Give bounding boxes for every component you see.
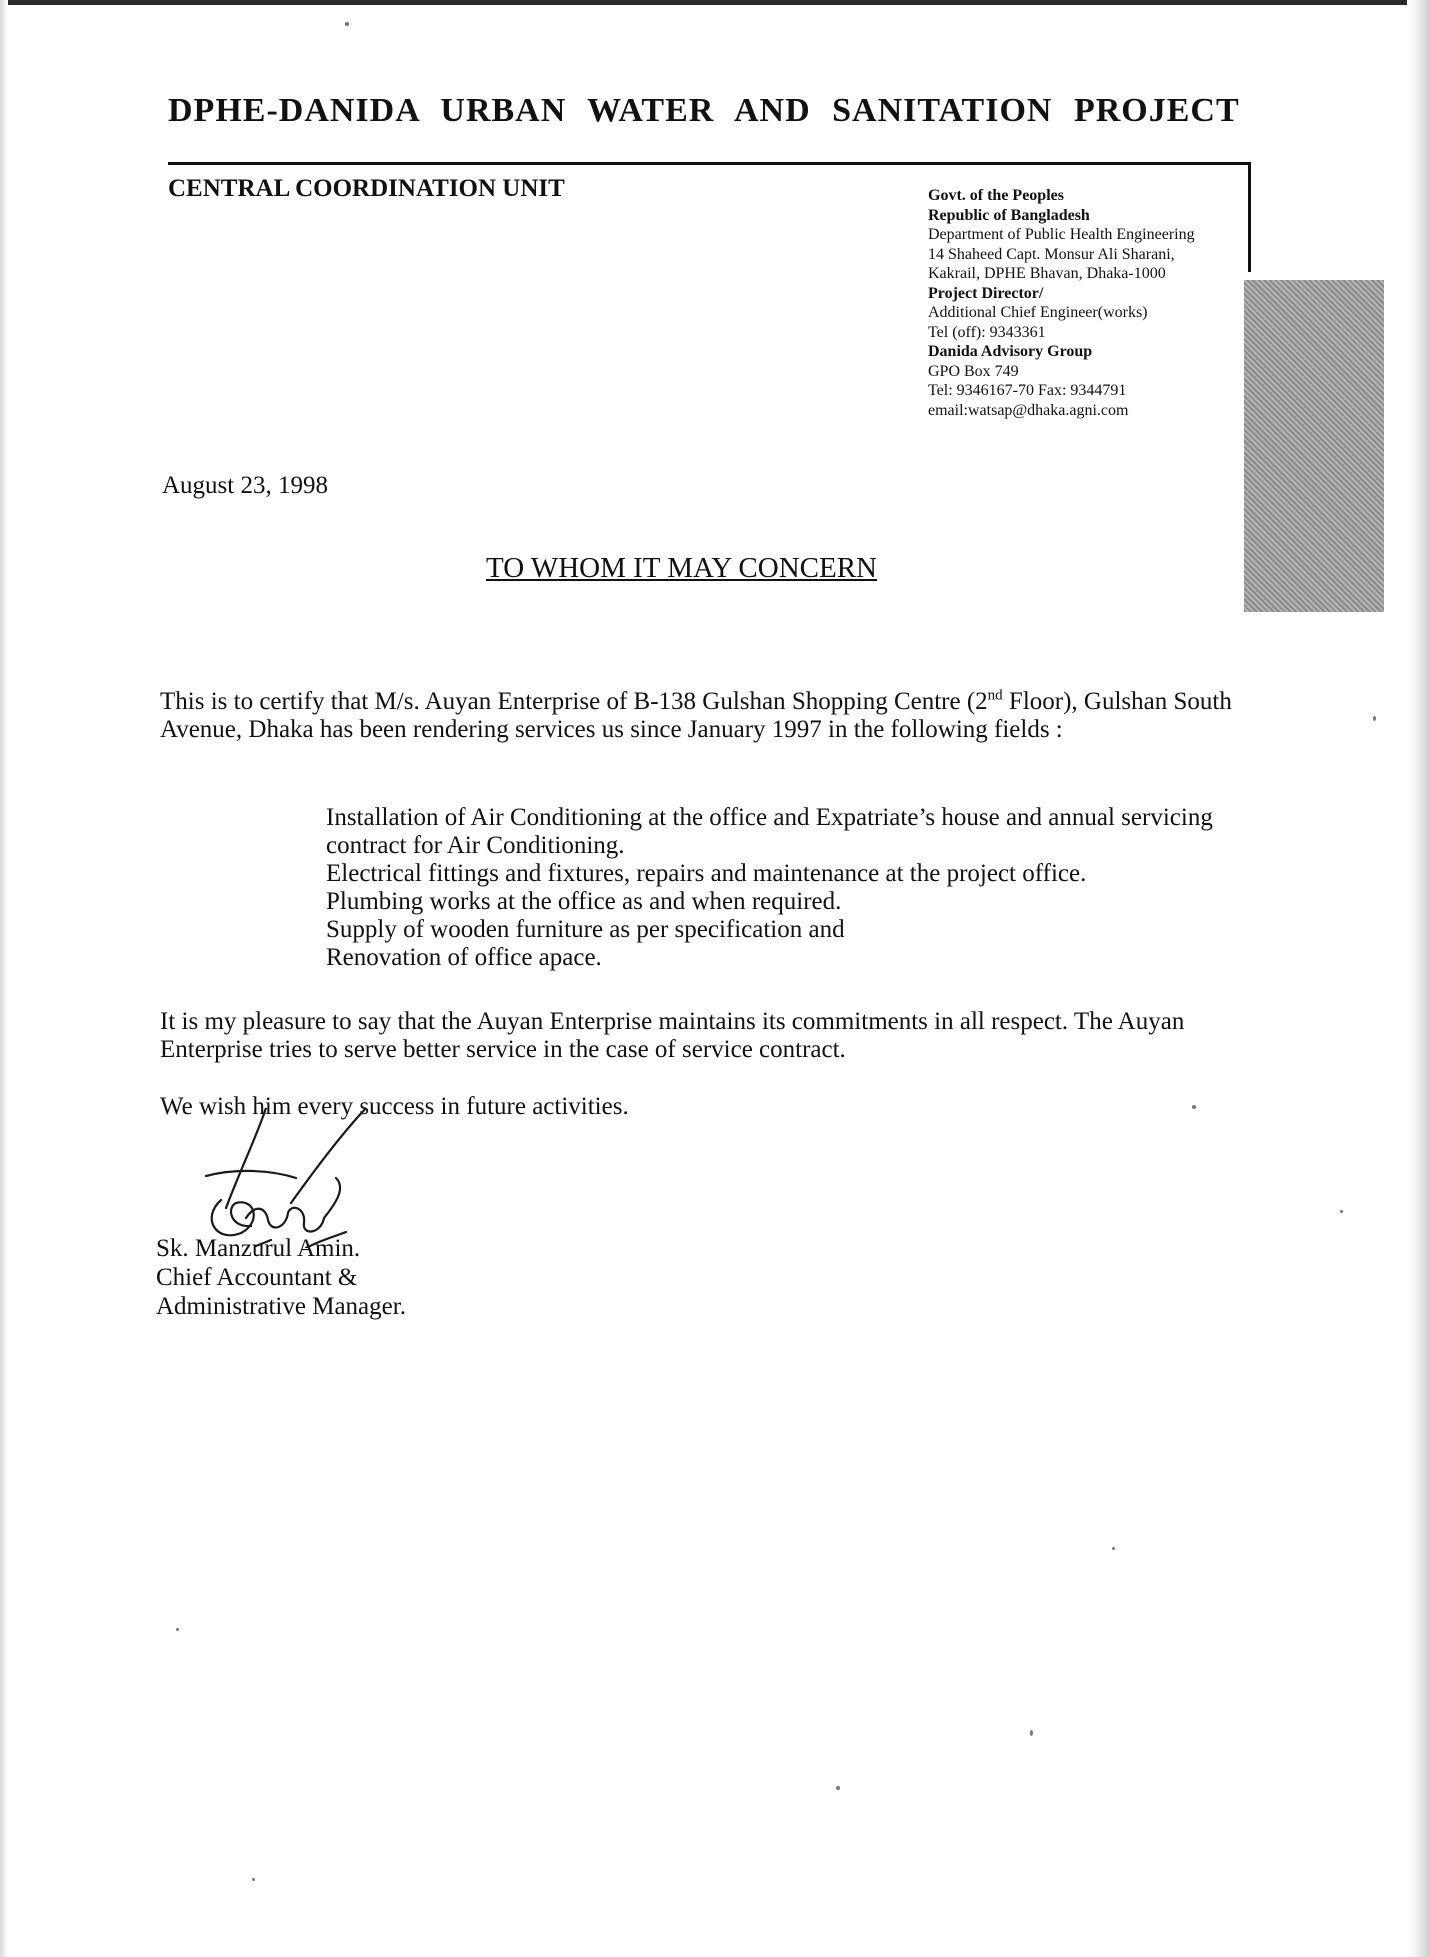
- signatory-block: [156, 1234, 406, 1321]
- intro-paragraph: [160, 688, 1250, 744]
- service-item: Electrical fittings and fixtures, repairs and maintenance at the project office.: [326, 860, 1087, 887]
- scan-speck: [836, 1786, 840, 1790]
- address-line: Tel: 9346167-70 Fax: 9344791: [928, 382, 1127, 399]
- letter-date: August 23, 1998: [162, 472, 328, 499]
- address-line: GPO Box 749: [928, 362, 1019, 380]
- letterhead-title: DPHE-DANIDA URBAN WATER AND SANITATION PROJECT: [168, 92, 1240, 129]
- signatory-name: Sk. Manzurul Amin.: [156, 1235, 361, 1262]
- services-list: [326, 804, 1256, 972]
- scan-shadow-block: [1244, 280, 1384, 612]
- address-line: Tel (off): 9343361: [928, 323, 1046, 341]
- scan-left-edge: [0, 0, 8, 1957]
- scan-speck: [1192, 1105, 1196, 1109]
- commitment-paragraph: It is my pleasure to say that the Auyan Enterprise maintains its commitments in all respect. The Auyan Enterprise tries to serve better service in the case of service contract.: [160, 1008, 1185, 1063]
- letterhead-rule: [168, 162, 1248, 165]
- address-line: Department of Public Health Engineering: [928, 226, 1195, 243]
- scan-speck: [1112, 1547, 1115, 1550]
- scan-speck: [1340, 1210, 1343, 1213]
- address-line: email:watsap@dhaka.agni.com: [928, 401, 1129, 419]
- service-item: Supply of wooden furniture as per specification and: [326, 916, 845, 943]
- signatory-title-2: Administrative Manager.: [156, 1293, 406, 1320]
- letterhead-address: [928, 186, 1248, 420]
- address-line: 14 Shaheed Capt. Monsur Ali Sharani,: [928, 245, 1175, 263]
- letterhead-unit: CENTRAL COORDINATION UNIT: [168, 175, 565, 202]
- service-item: Installation of Air Conditioning at the office and Expatriate’s house and annual servicing contract for Air Conditioning.: [326, 804, 1213, 859]
- handwritten-signature: [196, 1108, 366, 1248]
- scan-top-edge: [0, 0, 1429, 5]
- address-line: Republic of Bangladesh: [928, 206, 1090, 224]
- address-line: Danida Advisory Group: [928, 343, 1093, 360]
- address-line: Project Director/: [928, 284, 1044, 302]
- closing-line: We wish him every success in future activities.: [160, 1093, 629, 1120]
- scan-right-edge: [1407, 0, 1429, 1957]
- scan-speck: [176, 1628, 179, 1631]
- service-item: Renovation of office apace.: [326, 944, 602, 971]
- address-line: Govt. of the Peoples: [928, 187, 1064, 204]
- address-line: Kakrail, DPHE Bhavan, Dhaka-1000: [928, 265, 1166, 282]
- scan-speck: [1030, 1730, 1033, 1736]
- letterhead-rule-vertical: [1248, 162, 1251, 272]
- scan-speck: [252, 1878, 255, 1881]
- service-item: Plumbing works at the office as and when required.: [326, 888, 842, 915]
- letter-subject: TO WHOM IT MAY CONCERN: [486, 552, 878, 584]
- intro-text-cont: Floor), Gulshan South Avenue, Dhaka has been rendering services us since January 1997 in the following fields :: [160, 688, 1232, 743]
- address-line: Additional Chief Engineer(works): [928, 304, 1148, 321]
- scan-speck: [1373, 716, 1376, 721]
- signatory-title-1: Chief Accountant &: [156, 1264, 358, 1291]
- scan-speck: [345, 22, 349, 26]
- floor-ordinal: nd: [987, 687, 1003, 704]
- intro-text: This is to certify that M/s. Auyan Enterprise of B-138 Gulshan Shopping Centre (2: [160, 688, 988, 715]
